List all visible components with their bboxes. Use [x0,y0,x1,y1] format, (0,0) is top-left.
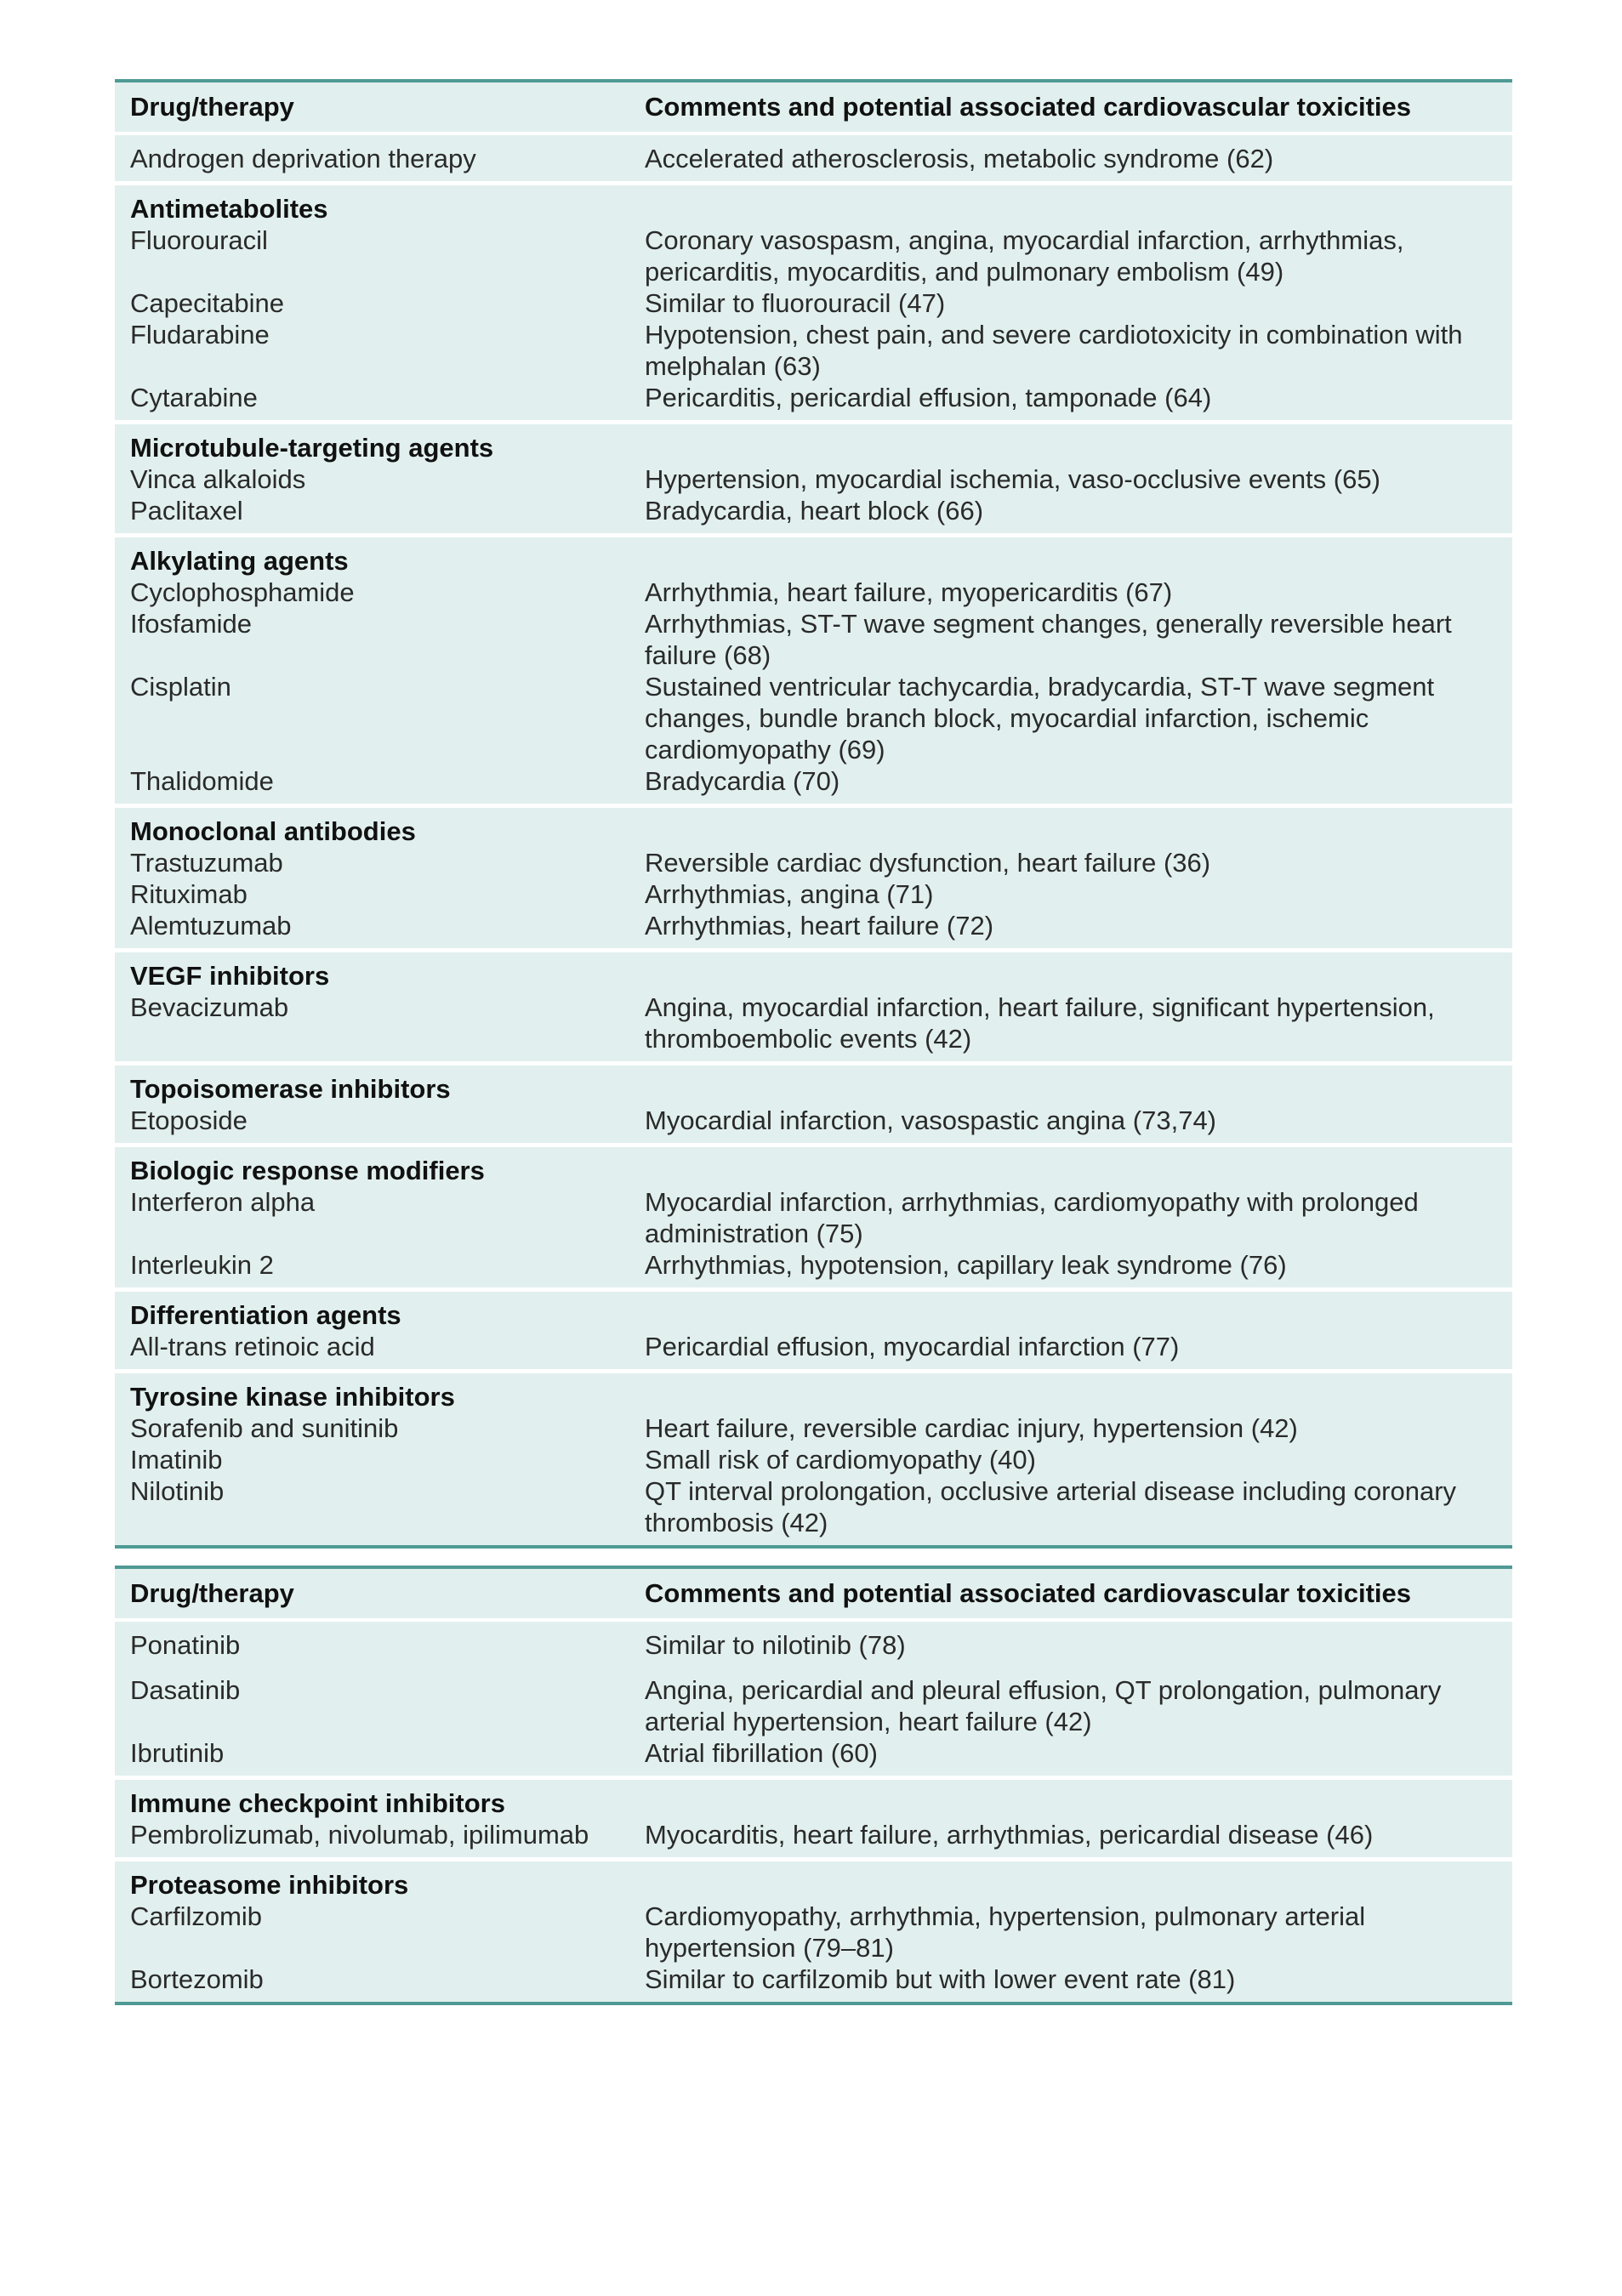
drug-class-group [115,1622,1512,1780]
drug-class-group [115,808,1512,952]
toxicity-comment: Myocarditis, heart failure, arrhythmias, pericardial disease (46) [645,1820,1374,1850]
table-row [130,382,1497,413]
drug-name: Cytarabine [130,383,258,412]
toxicity-comment: Atrial fibrillation (60) [645,1738,878,1768]
drug-name: Nilotinib [130,1476,225,1506]
toxicity-table-part-1 [115,79,1512,1549]
toxicity-comment: Arrhythmias, heart failure (72) [645,911,994,941]
table-row [130,1412,1497,1444]
toxicity-table-part-2 [115,1566,1512,2005]
table-row [130,1901,1497,1964]
toxicity-comment: Similar to fluorouracil (47) [645,288,946,318]
header-drug: Drug/therapy [130,92,294,122]
drug-class-title: Immune checkpoint inhibitors [130,1788,505,1818]
toxicity-comment: Similar to nilotinib (78) [645,1630,906,1660]
table-row [130,608,1497,671]
toxicity-comment: Arrhythmias, hypotension, capillary leak syndrome (76) [645,1250,1287,1280]
drug-name: Cisplatin [130,672,231,702]
drug-name: Ibrutinib [130,1738,225,1768]
toxicity-comment: Coronary vasospasm, angina, myocardial infarction, arrhythmias, pericarditis, myocarditis, and pulmonary embolism (49) [645,225,1404,287]
table-row [130,910,1497,941]
drug-name: Fluorouracil [130,225,268,255]
table-row [130,577,1497,608]
drug-class-group [115,135,1512,185]
drug-name: Capecitabine [130,288,284,318]
drug-class-title: Topoisomerase inhibitors [130,1074,451,1104]
toxicity-comment: Heart failure, reversible cardiac injury, hypertension (42) [645,1413,1298,1443]
drug-name: Bortezomib [130,1964,264,1994]
toxicity-comment: QT interval prolongation, occlusive arterial disease including coronary thrombosis (42) [645,1476,1457,1537]
toxicity-comment: Pericarditis, pericardial effusion, tamponade (64) [645,383,1212,412]
drug-class-group [115,1147,1512,1292]
drug-name: Carfilzomib [130,1901,263,1931]
toxicity-comment: Small risk of cardiomyopathy (40) [645,1445,1036,1475]
toxicity-comment: Accelerated atherosclerosis, metabolic syndrome (62) [645,144,1274,173]
table-row [130,1674,1497,1737]
table-row [130,495,1497,526]
toxicity-comment: Similar to carfilzomib but with lower event rate (81) [645,1964,1236,1994]
toxicity-comment: Arrhythmias, angina (71) [645,879,934,909]
drug-name: Paclitaxel [130,496,243,526]
toxicity-comment: Arrhythmias, ST-T wave segment changes, generally reversible heart failure (68) [645,609,1452,670]
toxicity-comment: Cardiomyopathy, arrhythmia, hypertension, pulmonary arterial hypertension (79–81) [645,1901,1366,1963]
table-row [130,143,1497,174]
drug-name: Bevacizumab [130,992,289,1022]
drug-class-group [115,185,1512,424]
drug-name: Fludarabine [130,320,270,350]
table-row [130,1964,1497,1995]
drug-name: Pembrolizumab, nivolumab, ipilimumab [130,1820,589,1850]
toxicity-comment: Pericardial effusion, myocardial infarction (77) [645,1332,1180,1361]
table-row [130,1629,1497,1661]
drug-class-title: Monoclonal antibodies [130,816,416,846]
drug-class-group [115,1373,1512,1545]
table-row [130,1331,1497,1362]
drug-class-group [115,424,1512,537]
toxicity-comment: Angina, pericardial and pleural effusion, QT prolongation, pulmonary arterial hypertension, heart failure (42) [645,1675,1442,1736]
table-row [130,287,1497,319]
drug-class-title: Antimetabolites [130,194,328,224]
table-row [130,1737,1497,1769]
table-row [130,992,1497,1054]
toxicity-comment: Myocardial infarction, arrhythmias, cardiomyopathy with prolonged administration (75) [645,1187,1419,1248]
table-row [130,878,1497,910]
drug-name: Sorafenib and sunitinib [130,1413,399,1443]
drug-class-group [115,1066,1512,1147]
toxicity-comment: Sustained ventricular tachycardia, bradycardia, ST-T wave segment changes, bundle branch block, myocardial infarction, ischemic cardiomyopathy (69) [645,672,1435,764]
drug-name: Interleukin 2 [130,1250,274,1280]
drug-name: Vinca alkaloids [130,464,306,494]
drug-name: Trastuzumab [130,848,283,878]
table-row [130,847,1497,878]
drug-class-group [115,1780,1512,1861]
table-row [130,319,1497,382]
drug-name: Ponatinib [130,1630,241,1660]
drug-name: Dasatinib [130,1675,241,1705]
table-row [130,463,1497,495]
drug-name: Androgen deprivation therapy [130,144,476,173]
drug-name: Ifosfamide [130,609,253,639]
toxicity-comment: Myocardial infarction, vasospastic angina (73,74) [645,1105,1217,1135]
header-drug: Drug/therapy [130,1578,294,1608]
drug-name: Etoposide [130,1105,248,1135]
table-header [115,1569,1512,1622]
table-header [115,82,1512,135]
toxicity-comment: Angina, myocardial infarction, heart failure, significant hypertension, thromboembolic events (42) [645,992,1435,1054]
table-row [130,1475,1497,1538]
drug-class-group [115,537,1512,808]
toxicity-comment: Reversible cardiac dysfunction, heart failure (36) [645,848,1211,878]
table-row [130,765,1497,797]
toxicity-comment: Hypertension, myocardial ischemia, vaso-occlusive events (65) [645,464,1380,494]
drug-name: Thalidomide [130,766,274,796]
drug-name: Alemtuzumab [130,911,292,941]
toxicity-comment: Hypotension, chest pain, and severe cardiotoxicity in combination with melphalan (63) [645,320,1463,381]
drug-class-title: Alkylating agents [130,546,349,576]
drug-class-title: Biologic response modifiers [130,1156,485,1185]
drug-name: Interferon alpha [130,1187,316,1217]
drug-class-title: VEGF inhibitors [130,961,330,991]
drug-class-group [115,952,1512,1066]
table-row [130,671,1497,765]
table-row [130,1444,1497,1475]
table-row [130,1249,1497,1281]
drug-name: All-trans retinoic acid [130,1332,375,1361]
table-row [130,1819,1497,1850]
drug-class-group [115,1861,1512,2002]
drug-class-group [115,1292,1512,1373]
drug-class-title: Tyrosine kinase inhibitors [130,1382,455,1412]
table-row [130,1105,1497,1136]
table-row [130,1186,1497,1249]
toxicity-comment: Bradycardia, heart block (66) [645,496,984,526]
drug-name: Cyclophosphamide [130,577,355,607]
drug-class-title: Proteasome inhibitors [130,1870,409,1900]
header-comments: Comments and potential associated cardiovascular toxicities [645,92,1412,122]
page [115,79,1512,2005]
toxicity-comment: Bradycardia (70) [645,766,840,796]
drug-class-title: Differentiation agents [130,1300,401,1330]
drug-name: Rituximab [130,879,248,909]
header-comments: Comments and potential associated cardiovascular toxicities [645,1578,1412,1608]
table-row [130,224,1497,287]
toxicity-comment: Arrhythmia, heart failure, myopericarditis (67) [645,577,1173,607]
drug-name: Imatinib [130,1445,223,1475]
drug-class-title: Microtubule-targeting agents [130,433,494,463]
